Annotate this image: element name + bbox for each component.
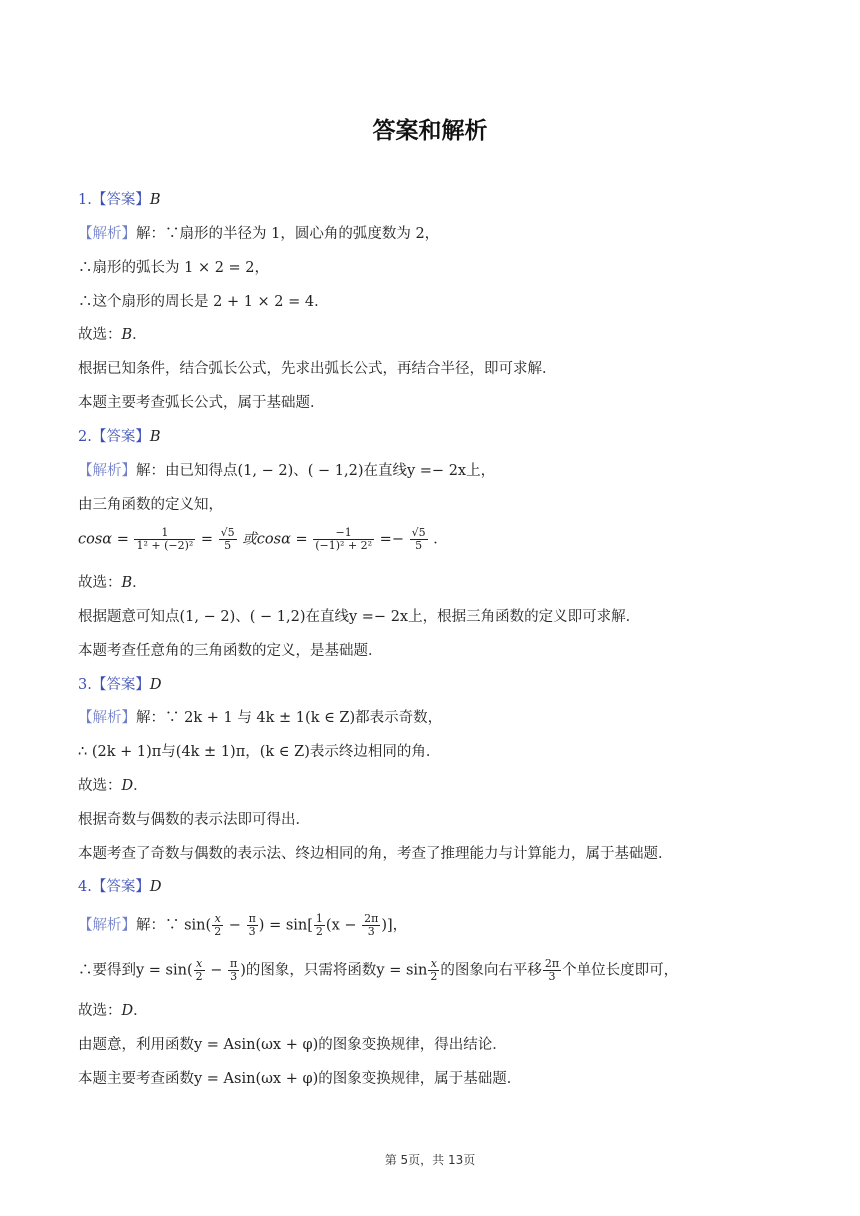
q2-answer: B <box>149 429 161 445</box>
q2-fraction-3 <box>313 527 374 552</box>
q4-number: 4. <box>78 879 92 895</box>
q1-answer-tag: 【答案】 <box>91 192 150 208</box>
q2-choice-suffix: ． <box>132 575 147 591</box>
q2-fraction-1-num: 1 <box>161 526 169 539</box>
q2-fraction-3-num: −1 <box>335 526 352 539</box>
q2-analysis-line2: 由三角函数的定义知， <box>78 497 223 513</box>
q4-line1-fraction-4-den: 3 <box>362 925 380 938</box>
q3-analysis-line1 <box>78 708 442 728</box>
q2-fraction-4-den: 5 <box>410 539 428 552</box>
q2-formula-line <box>78 527 448 552</box>
q2-fraction-4 <box>410 527 428 552</box>
q4-answer: D <box>149 879 162 895</box>
q4-line2-fraction-3-num: x <box>430 957 437 970</box>
q4-line2-part-a: ∴要得到y = sin( <box>78 962 193 979</box>
q1-method-line: 根据已知条件，结合弧长公式，先求出弧长公式，再结合半径，即可求解． <box>78 361 557 377</box>
q4-line2-part-e: 个单位长度即可， <box>562 962 679 979</box>
q4-answer-line <box>78 877 161 897</box>
q4-line1-fraction-4-num: 2π <box>364 912 379 925</box>
q4-line1-fraction-2-num: π <box>248 912 256 925</box>
q4-line2-fraction-1-num: x <box>196 957 203 970</box>
q1-analysis-text1: 解：∵扇形的半径为 1，圆心角的弧度数为 2， <box>136 226 440 242</box>
q4-line2-part-c: )的图象，只需将函数y = sin <box>240 962 428 979</box>
q2-fraction-1-den: 1² + (−2)² <box>136 539 194 552</box>
q3-number: 3. <box>78 677 92 693</box>
q4-line1-fraction-1-den: 2 <box>214 925 222 938</box>
q2-analysis-line1 <box>78 461 495 481</box>
q2-choice-value: B <box>121 575 133 591</box>
q1-analysis-line1 <box>78 224 439 244</box>
q2-comment-line: 本题考查任意角的三角函数的定义，是基础题． <box>78 643 383 659</box>
q3-comment-line: 本题考查了奇数与偶数的表示法、终边相同的角，考查了推理能力与计算能力，属于基础题． <box>78 846 673 862</box>
q4-line1-part-d: (x − <box>325 917 362 934</box>
q3-choice-prefix: 故选： <box>78 778 122 794</box>
q2-analysis-tag: 【解析】 <box>78 463 136 479</box>
q4-choice-line <box>78 1001 148 1021</box>
q3-choice-suffix: ． <box>133 778 148 794</box>
q3-analysis-line2: ∴ (2k + 1)π与(4k ± 1)π，(k ∈ Z)表示终边相同的角． <box>78 744 441 760</box>
q4-analysis-line2 <box>78 958 678 983</box>
q4-choice-value: D <box>121 1003 134 1019</box>
q4-line1-part-b: − <box>224 917 246 934</box>
q4-line2-fraction-4 <box>543 958 561 983</box>
q4-line1-fraction-2 <box>247 913 258 938</box>
page-footer: 第 5页，共 13页 <box>384 1153 476 1167</box>
q4-line1-fraction-3-num: 1 <box>315 912 323 925</box>
q1-analysis-line2: ∴扇形的弧长为 1 × 2 = 2， <box>78 260 270 276</box>
q1-analysis-tag: 【解析】 <box>78 226 136 242</box>
q4-line1-fraction-4 <box>362 913 380 938</box>
q3-answer: D <box>149 677 162 693</box>
q4-line2-fraction-2 <box>228 958 239 983</box>
q2-method-line: 根据题意可知点(1, − 2)、( − 1,2)在直线y =− 2x上，根据三角函数的定义即可求解． <box>78 609 641 625</box>
q1-analysis-line3: ∴这个扇形的周长是 2 + 1 × 2 = 4． <box>78 294 329 310</box>
q4-line2-fraction-3-den: 2 <box>430 970 438 983</box>
q2-choice-prefix: 故选： <box>78 575 122 591</box>
q2-analysis-text1: 解：由已知得点(1, − 2)、( − 1,2)在直线y =− 2x上， <box>136 463 496 479</box>
q2-formula-part-d: =− <box>379 531 409 548</box>
q4-line2-fraction-3 <box>428 958 439 983</box>
q4-line1-fraction-3-den: 2 <box>315 925 323 938</box>
q4-answer-tag: 【答案】 <box>91 879 150 895</box>
q2-formula-part-e: ． <box>433 531 448 548</box>
q4-line2-fraction-1-den: 2 <box>195 970 203 983</box>
q4-choice-prefix: 故选： <box>78 1003 122 1019</box>
q3-answer-tag: 【答案】 <box>91 677 150 693</box>
q2-formula-part-c: 或cosα = <box>242 531 313 548</box>
q3-choice-line <box>78 776 148 796</box>
q3-method-line: 根据奇数与偶数的表示法即可得出． <box>78 812 310 828</box>
q1-answer: B <box>149 192 161 208</box>
q3-choice-value: D <box>121 778 134 794</box>
q2-formula-part-a: cosα = <box>78 531 134 548</box>
q2-choice-line <box>78 573 147 593</box>
q2-number: 2. <box>78 429 92 445</box>
q4-line1-fraction-3 <box>314 913 325 938</box>
q2-fraction-2 <box>219 527 237 552</box>
q1-choice-suffix: ． <box>132 327 147 343</box>
q1-choice-prefix: 故选： <box>78 327 122 343</box>
q1-choice-value: B <box>121 327 133 343</box>
q4-method-line: 由题意，利用函数y = Asin(ωx + φ)的图象变换规律，得出结论． <box>78 1037 507 1053</box>
q4-line2-fraction-4-num: 2π <box>544 957 560 970</box>
q4-line2-fraction-2-num: π <box>230 957 238 970</box>
q2-fraction-1 <box>134 527 195 552</box>
q4-line2-fraction-4-den: 3 <box>543 970 561 983</box>
q4-analysis-tag: 【解析】 <box>78 917 136 934</box>
q4-line1-part-a: 解：∵ sin( <box>136 917 212 934</box>
q4-line1-fraction-1-num: x <box>214 912 221 925</box>
q4-line2-part-d: 的图象向右平移 <box>440 962 542 979</box>
q4-line1-part-e: )]， <box>381 917 408 934</box>
q4-line2-fraction-1 <box>194 958 205 983</box>
q2-fraction-4-num: √5 <box>411 526 426 539</box>
q4-line2-part-b: − <box>205 962 228 979</box>
q1-choice-line <box>78 325 147 345</box>
q2-formula-part-b: = <box>200 531 218 548</box>
q3-analysis-text1: 解：∵ 2k + 1 与 4k ± 1(k ∈ Z)都表示奇数， <box>136 710 443 726</box>
q4-choice-suffix: ． <box>133 1003 148 1019</box>
q3-answer-line <box>78 675 161 695</box>
q4-line1-fraction-2-den: 3 <box>247 925 258 938</box>
q3-analysis-tag: 【解析】 <box>78 710 136 726</box>
q4-analysis-line1 <box>78 913 407 938</box>
q4-comment-line: 本题主要考查函数y = Asin(ωx + φ)的图象变换规律，属于基础题． <box>78 1071 522 1087</box>
page-title: 答案和解析 <box>372 118 488 144</box>
q1-number: 1. <box>78 192 92 208</box>
q1-comment-line: 本题主要考查弧长公式，属于基础题． <box>78 395 325 411</box>
q4-line2-fraction-2-den: 3 <box>228 970 239 983</box>
q4-line1-part-c: ) = sin[ <box>258 917 313 934</box>
q2-fraction-2-num: √5 <box>220 526 235 539</box>
q1-answer-line <box>78 190 161 210</box>
q2-fraction-3-den: (−1)² + 2² <box>315 539 373 552</box>
q2-fraction-2-den: 5 <box>219 539 237 552</box>
q2-answer-line <box>78 427 161 447</box>
q4-line1-fraction-1 <box>212 913 223 938</box>
q2-answer-tag: 【答案】 <box>91 429 150 445</box>
